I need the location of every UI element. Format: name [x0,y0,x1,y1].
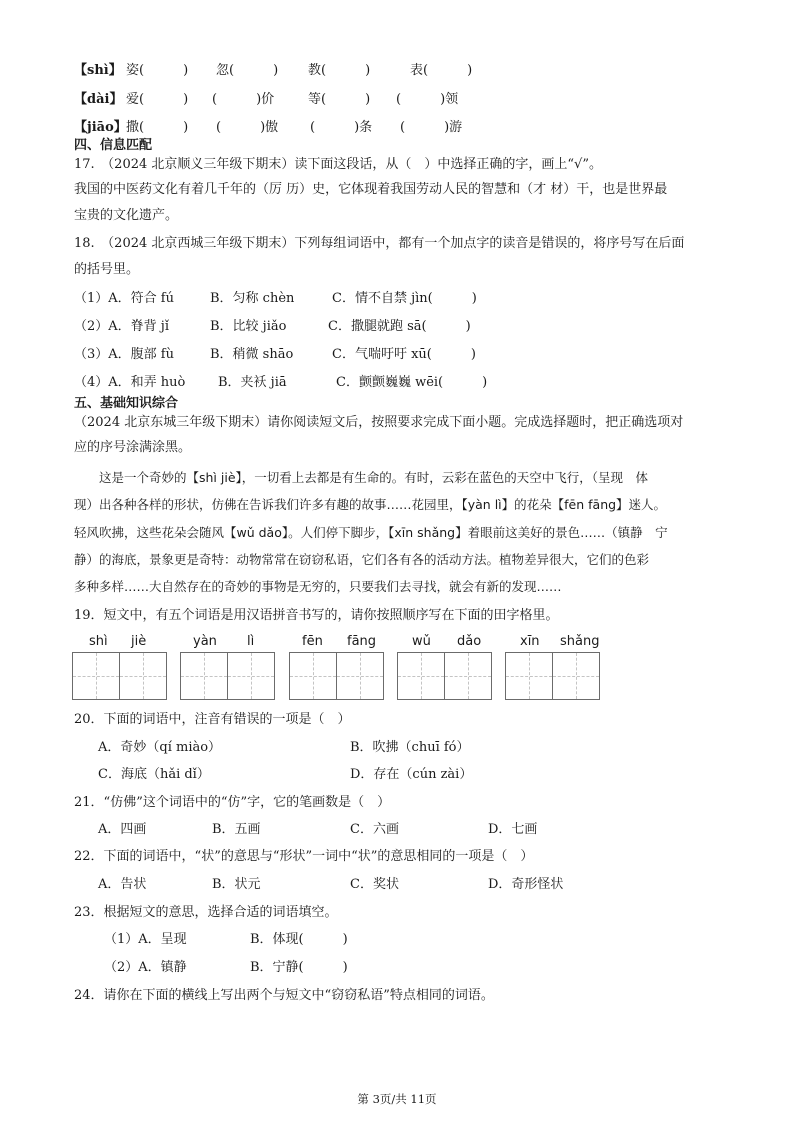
option-b[interactable]: B．五画 [212,822,261,837]
tianzige-box[interactable] [505,652,599,700]
tianzige-cell[interactable] [397,652,445,700]
q21-stem: 21．“仿佛”这个词语中的“仿”字，它的笔画数是（ ） [74,795,391,810]
section-heading-4: 四、信息匹配 [74,138,153,153]
tianzige-cell[interactable] [227,652,275,700]
option-b[interactable]: B．体现( ) [250,932,348,947]
tianzige-box[interactable] [180,652,274,700]
option-a: （2）A．脊背 jǐ [74,319,169,334]
q24-stem: 24．请你在下面的横线上写出两个与短文中“窃窃私语”特点相同的词语。 [74,988,494,1003]
option-a[interactable]: A．四画 [98,822,147,837]
pinyin-label: jiè [131,634,147,649]
q17-line1: 我国的中医药文化有着几千年的（厉 历）史，它体现着我国劳动人民的智慧和（才 材）干，也是世界最 [74,182,668,197]
option-b[interactable]: B．状元 [212,877,261,892]
blank-item[interactable]: 等( ) [308,92,371,107]
tianzige-cell[interactable] [552,652,600,700]
tianzige-cell[interactable] [336,652,384,700]
option-b: B．比较 jiǎo [210,319,287,334]
option-b: B．夹袄 jiā [218,375,287,390]
tag-dai: 【dài】 [74,92,123,107]
option-c[interactable]: C．奖状 [350,877,399,892]
option-a[interactable]: （2）A．镇静 [104,960,187,975]
passage-line: 这是一个奇妙的【shì jiè】，一切看上去都是有生命的。有时，云彩在蓝色的天空中飞行，（呈现 体 [74,470,649,485]
tianzige-box[interactable] [397,652,491,700]
q22-stem: 22．下面的词语中，“状”的意思与“形状”一词中“状”的意思相同的一项是（ ） [74,849,534,864]
option-b: B．稍微 shāo [210,347,294,362]
option-d[interactable]: D．奇形怪状 [488,877,564,892]
tianzige-cell[interactable] [180,652,228,700]
option-a: （1）A．符合 fú [74,291,174,306]
passage-line: 现）出各种各样的形状，仿佛在告诉我们许多有趣的故事……花园里，【yàn lì】的花朵【fēn fāng】迷人。 [74,497,667,512]
pinyin-label: dǎo [457,634,482,649]
option-b: B．匀称 chèn [210,291,295,306]
option-a[interactable]: （1）A．呈现 [104,932,187,947]
option-b[interactable]: B．吹拂（chuī fó） [350,740,470,755]
option-a: （4）A．和弄 huò [74,375,186,390]
passage-line: 轻风吹拂，这些花朵会随风【wǔ dǎo】。人们停下脚步，【xīn shǎng】着眼前这美好的景色……（镇静 宁 [74,525,668,540]
pinyin-label: shǎng [560,634,600,649]
q20-stem: 20．下面的词语中，注音有错误的一项是（ ） [74,712,351,727]
tianzige-box[interactable] [72,652,166,700]
tag-shi: 【shì】 [74,63,122,78]
tianzige-cell[interactable] [72,652,120,700]
q17-stem: 17. （2024 北京顺义三年级下期末）读下面这段话，从（ ）中选择正确的字，画上“√”。 [74,157,602,172]
tianzige-cell[interactable] [289,652,337,700]
pinyin-label: shì [89,634,108,649]
page-footer: 第 3页/共 11页 [357,1092,437,1106]
option-c[interactable]: C．气喘吁吁 xū( ) [332,347,476,362]
blank-item[interactable]: ( )价 [212,92,275,107]
pinyin-label: fēn [302,634,323,649]
blank-item[interactable]: ( )傲 [216,120,279,135]
option-c[interactable]: C．颤颤巍巍 wēi( ) [336,375,488,390]
pinyin-label: yàn [193,634,217,649]
q19-stem: 19．短文中，有五个词语是用汉语拼音书写的，请你按照顺序写在下面的田字格里。 [74,608,559,623]
blank-item[interactable]: 表( ) [410,63,473,78]
blank-item[interactable]: 姿( ) [126,63,189,78]
tianzige-cell[interactable] [505,652,553,700]
blank-item[interactable]: 教( ) [308,63,371,78]
option-c[interactable]: C．海底（hǎi dǐ） [98,767,210,782]
q18-stem-cont: 的括号里。 [74,262,140,277]
intro-line: 应的序号涂满涂黑。 [74,440,192,455]
blank-item[interactable]: ( )条 [310,120,373,135]
blank-item[interactable]: ( )游 [400,120,463,135]
option-c[interactable]: C．六画 [350,822,399,837]
tianzige-box[interactable] [289,652,383,700]
q23-stem: 23．根据短文的意思，选择合适的词语填空。 [74,905,338,920]
pinyin-row [0,634,794,650]
pinyin-label: lì [247,634,255,649]
option-a: （3）A．腹部 fù [74,347,174,362]
pinyin-label: xīn [520,634,540,649]
option-d[interactable]: D．存在（cún zài） [350,767,473,782]
passage-line: 多种多样……大自然存在的奇妙的事物是无穷的，只要我们去寻找，就会有新的发现…… [74,579,562,594]
option-d[interactable]: D．七画 [488,822,538,837]
q17-line2: 宝贵的文化遗产。 [74,208,179,223]
tianzige-cell[interactable] [444,652,492,700]
intro-line: （2024 北京东城三年级下期末）请你阅读短文后，按照要求完成下面小题。完成选择题时，把正确选项对 [74,415,684,430]
passage-line: 静）的海底，景象更是奇特：动物常常在窃窃私语，它们各有各的活动方法。植物差异很大，它们的色彩 [74,552,650,567]
option-a[interactable]: A．奇妙（qí miào） [98,740,222,755]
blank-item[interactable]: 撒( ) [126,120,189,135]
q18-stem: 18. （2024 北京西城三年级下期末）下列每组词语中，都有一个加点字的读音是错误的，将序号写在后面 [74,236,685,251]
option-c[interactable]: C．情不自禁 jìn( ) [332,291,477,306]
pinyin-label: wǔ [412,634,431,649]
pinyin-label: fāng [347,634,377,649]
option-a[interactable]: A．告状 [98,877,147,892]
blank-item[interactable]: 忽( ) [216,63,279,78]
option-c[interactable]: C．撒腿就跑 sā( ) [328,319,471,334]
tianzige-cell[interactable] [119,652,167,700]
blank-item[interactable]: 爱( ) [126,92,189,107]
blank-item[interactable]: ( )领 [396,92,459,107]
option-b[interactable]: B．宁静( ) [250,960,348,975]
tag-jiao: 【jiāo】 [74,120,127,135]
section-heading-5: 五、基础知识综合 [74,396,179,411]
